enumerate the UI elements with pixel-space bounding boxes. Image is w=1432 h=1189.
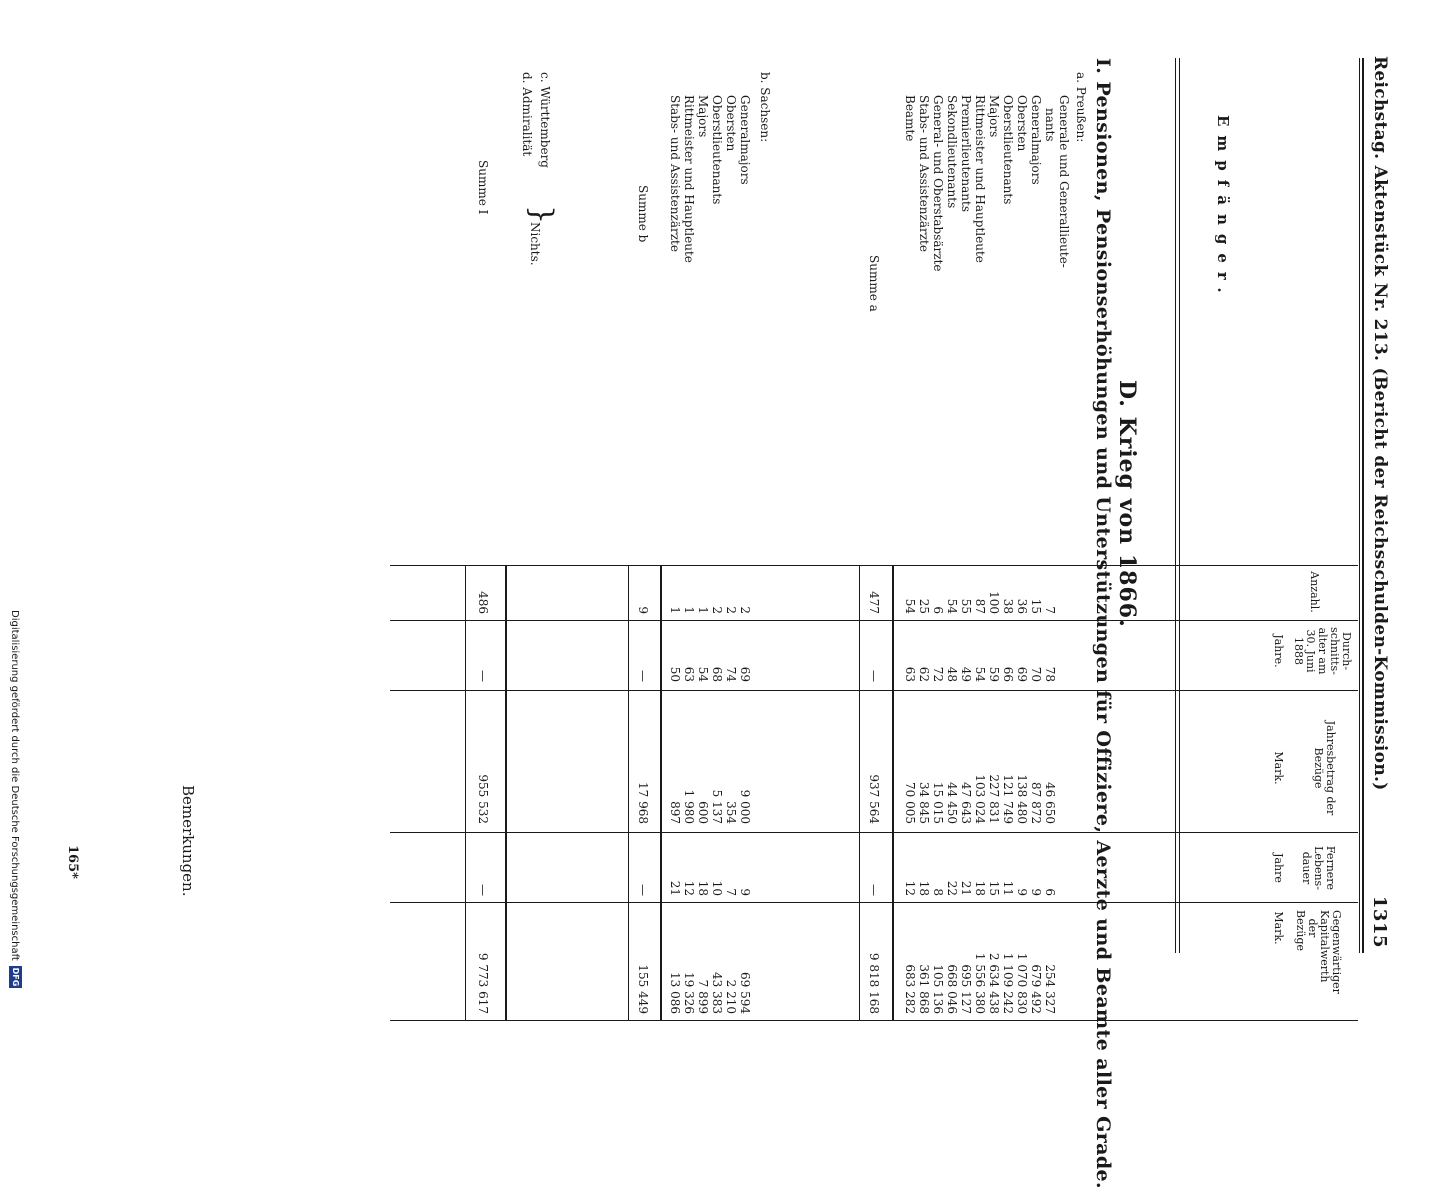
group-a-label: a. Preußen:	[1074, 72, 1088, 143]
header-bottom-rule2	[1175, 58, 1176, 953]
section-heading: I. Pensionen, Pensionserhöhungen und Unterstützungen für Offiziere, Aerzte und Beamte aller Grade.	[1092, 58, 1114, 1189]
table-row: Beamte 54 63 70 005 12 683 282	[903, 95, 917, 1014]
column-header-jahresbetrag-unit: Mark.	[1272, 751, 1285, 785]
table-row: Generalmajors 15 70 87 872 9 679 492	[1029, 95, 1043, 1014]
sum-b-bottom-rule	[628, 565, 629, 1020]
column-header-alter: Durch-schnitts-alter am 30. Juni 1888	[1292, 627, 1353, 675]
sum-b-rule	[660, 565, 662, 1020]
table-row: Stabs- und Assistenzärzte 25 62 34 845 18 361 868	[917, 95, 931, 1014]
column-header-lebensdauer-unit: Jahre	[1272, 853, 1285, 883]
column-header-bemerkungen: Bemerkungen.	[179, 785, 197, 897]
column-header-anzahl: Anzahl.	[1308, 571, 1321, 613]
table-row: Obersten 36 69 138 480 9 1 070 830	[1015, 95, 1029, 1014]
top-rule	[1362, 58, 1364, 953]
top-rule-thin	[1359, 58, 1360, 953]
column-header-kapitalwerth: Gegenwärtiger Kapitalwerth der Bezüge	[1294, 910, 1343, 994]
column-header-jahresbetrag: Jahresbetrag der Bezüge	[1312, 720, 1337, 816]
col-sep-6	[390, 1020, 1358, 1021]
sum-total-rule	[505, 565, 507, 1020]
table-row: Majors 100 59 227 831 15 2 634 438	[987, 95, 1001, 1014]
column-header-lebensdauer: Fernere Lebens-dauer	[1300, 845, 1337, 891]
group-b-label: b. Sachsen:	[758, 72, 772, 143]
sum-row-total: Summe I 486 — 955 532 — 9 773 617	[476, 160, 490, 1014]
sum-a-rule	[892, 565, 894, 1020]
header-bottom-rule	[1179, 58, 1180, 953]
sum-a-bottom-rule	[859, 565, 860, 1020]
table-row: General- und Oberstabsärzte 6 72 15 015 8 105 136	[931, 95, 945, 1014]
brace-symbol: }	[524, 205, 559, 225]
table-row: Obersten 2 74 354 7 2 210	[724, 95, 738, 1014]
table-row: Oberstlieutenants 2 68 5 137 10 43 383	[710, 95, 724, 1014]
section-title: D. Krieg von 1866.	[1114, 380, 1140, 628]
column-header-alter-unit: Jahre.	[1272, 634, 1285, 668]
column-header-empfaenger: Empfänger.	[1214, 115, 1232, 302]
page-number: 1315	[1369, 895, 1390, 948]
sum-row-a: Summe a 477 — 937 564 — 9 818 168	[867, 255, 881, 1014]
dfg-logo: DFG	[11, 967, 20, 987]
sum-total-bottom-rule	[465, 565, 466, 1020]
table-row: Rittmeister und Hauptleute 1 63 1 980 12 19 326	[682, 95, 696, 1014]
column-header-kapitalwerth-unit: Mark.	[1272, 911, 1285, 945]
table-row: Stabs- und Assistenzärzte 1 50 897 21 13 086	[668, 95, 682, 1014]
table-row: Generale und Generallieute-	[1057, 95, 1071, 268]
table-row: Rittmeister und Hauptleute 87 54 103 024 18 1 556 380	[973, 95, 987, 1014]
table-row: Premierlieutenants 55 49 47 643 21 695 127	[959, 95, 973, 1014]
nichts-note: Nichts.	[528, 222, 542, 266]
table-row: Generalmajors 2 69 9 000 9 69 594	[738, 95, 752, 1014]
group-c-label: c. Württemberg	[538, 72, 552, 168]
group-d-label: d. Admiralität	[520, 72, 534, 157]
sum-row-b: Summe b 9 — 17 968 — 155 449	[636, 185, 650, 1014]
digitization-note: Digitalisierung gefördert durch die Deutsche Forschungsgemeinschaft	[9, 610, 20, 961]
table-row: Sekondlieutenants 54 48 44 450 22 668 046	[945, 95, 959, 1014]
running-header: Reichstag. Aktenstück Nr. 213. (Bericht der Reichsschulden-Kommission.)	[1370, 56, 1390, 791]
table-row: Oberstlieutenants 38 66 121 749 11 1 109 242	[1001, 95, 1015, 1014]
table-row: nants 7 78 46 650 6 254 327	[1043, 108, 1057, 1014]
page-mark: 165*	[65, 845, 80, 879]
table-row: Majors 1 54 600 18 7 899	[696, 95, 710, 1014]
